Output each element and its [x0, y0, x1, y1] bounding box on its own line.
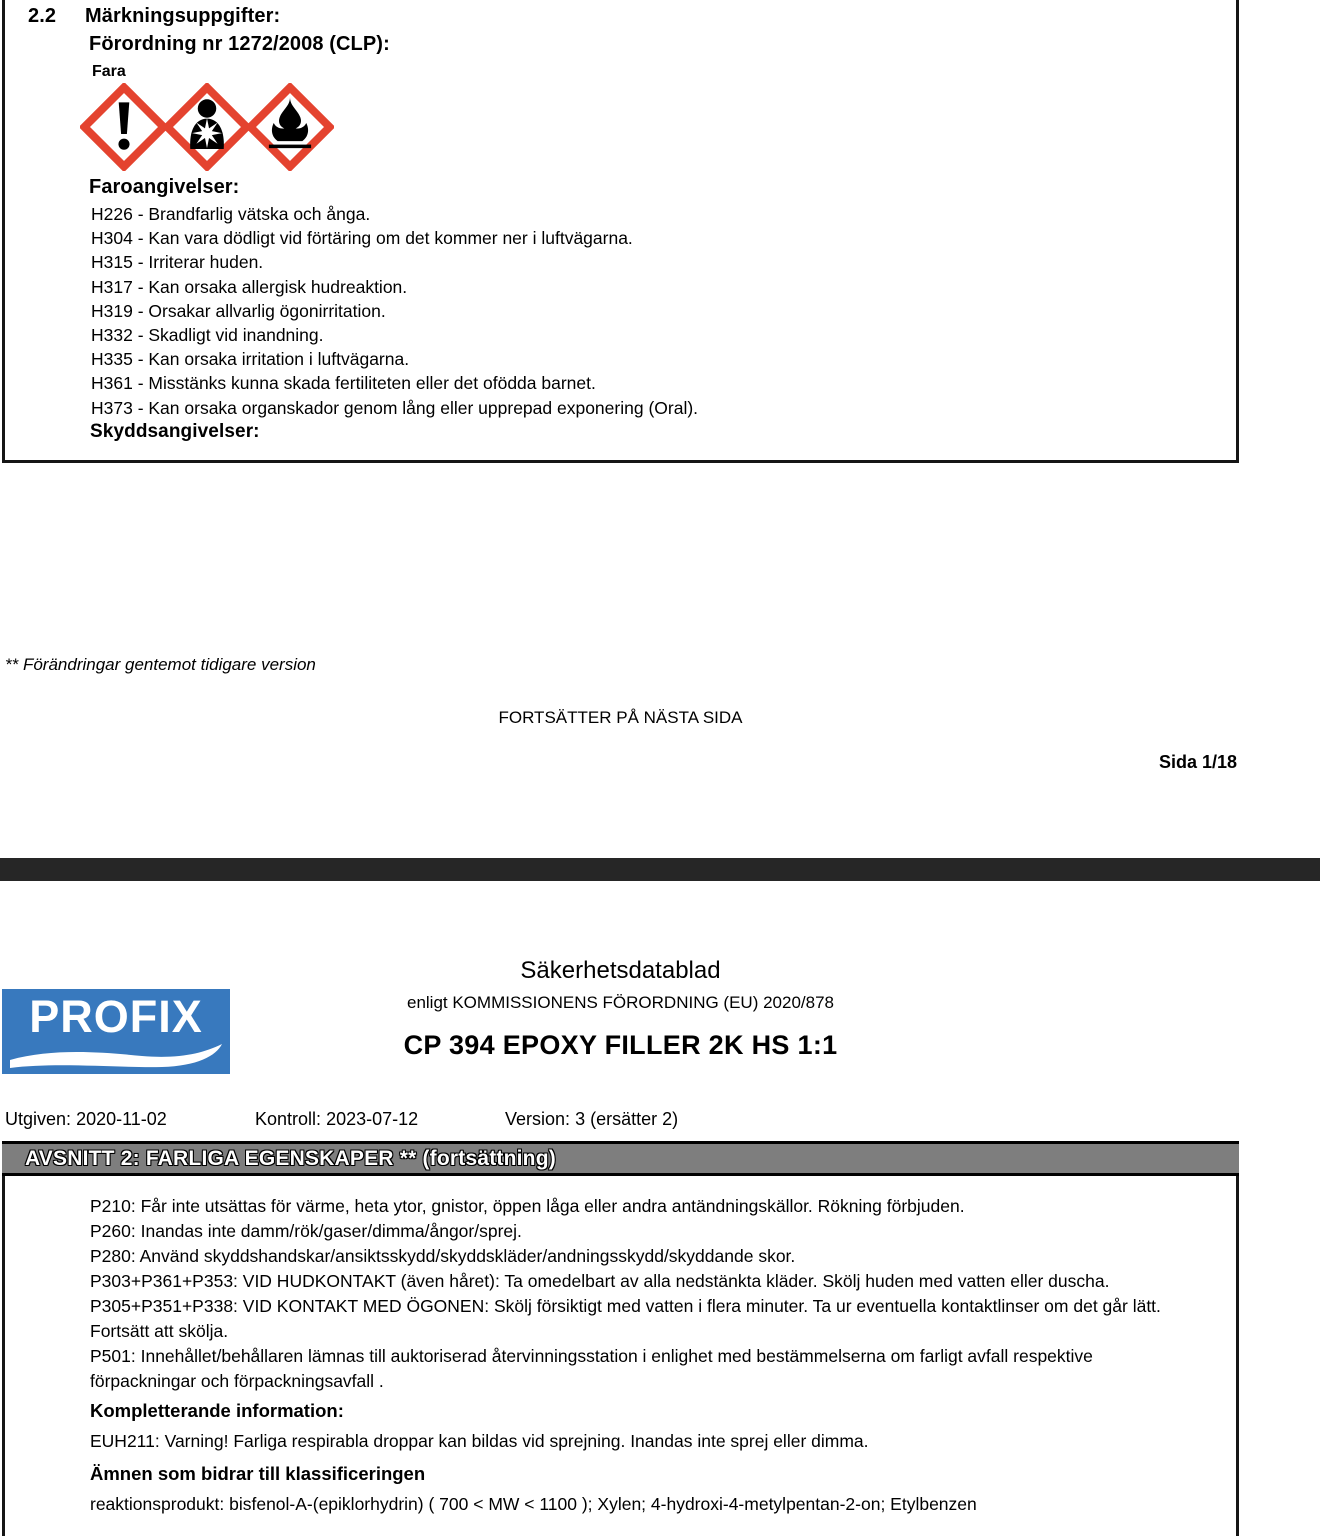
- hazard-statement: H373 - Kan orsaka organskador genom lång eller upprepad exponering (Oral).: [91, 397, 699, 418]
- profix-logo: [2, 989, 230, 1074]
- document-meta-row: [5, 1109, 1235, 1131]
- section-2-2-heading: [28, 5, 280, 28]
- product-name: CP 394 EPOXY FILLER 2K HS 1:1: [403, 1030, 838, 1060]
- page-indicator: Sida 1/18: [1158, 752, 1237, 772]
- precautionary-statement: P501: Innehållet/behållaren lämnas till auktoriserad återvinningsstation i enlighet med bestämmelserna om farligt avfall respektive förpackningar och förpackningsavfall .: [90, 1346, 1093, 1391]
- issued-date: Utgiven: 2020-11-02: [5, 1109, 167, 1129]
- precautionary-statement: P305+P351+P338: VID KONTAKT MED ÖGONEN: Skölj försiktigt med vatten i flera minuter. Ta ur eventuella kontaktlinser om det går lätt. Fortsätt att skölja.: [90, 1296, 1161, 1341]
- continuation-note: FORTSÄTTER PÅ NÄSTA SIDA: [498, 708, 743, 727]
- flame-pictogram-icon: [246, 83, 334, 171]
- profix-logo-swoosh-icon: [2, 1042, 230, 1072]
- changes-note: ** Förändringar gentemot tidigare version: [5, 655, 316, 674]
- precautionary-statement: P280: Använd skyddshandskar/ansiktsskydd/skyddskläder/andningsskydd/skyddande skor.: [90, 1246, 796, 1266]
- supplementary-information-heading: Kompletterande information:: [90, 1400, 344, 1421]
- document-subtitle: enligt KOMMISSIONENS FÖRORDNING (EU) 2020/878: [406, 993, 834, 1012]
- clp-regulation-heading: Förordning nr 1272/2008 (CLP):: [89, 33, 390, 55]
- hazard-statement: H304 - Kan vara dödligt vid förtäring om det kommer ner i luftvägarna.: [91, 228, 633, 249]
- signal-word: Fara: [92, 63, 126, 80]
- precautionary-statement: P210: Får inte utsättas för värme, heta ytor, gnistor, öppen låga eller andra antändningskällor. Rökning förbjuden.: [90, 1196, 965, 1216]
- hazard-statement: H335 - Kan orsaka irritation i luftvägarna.: [91, 349, 410, 370]
- exclamation-mark-pictogram-icon: [80, 83, 168, 171]
- control-date: Kontroll: 2023-07-12: [255, 1109, 419, 1129]
- hazard-statement: H332 - Skadligt vid inandning.: [91, 325, 324, 346]
- hazard-statement: H226 - Brandfarlig vätska och ånga.: [91, 204, 371, 224]
- contributing-substances: reaktionsprodukt: bisfenol-A-(epiklorhydrin) ( 700 < MW < 1100 ); Xylen; 4-hydroxi-4-metylpentan-2-on; Etylbenzen: [90, 1494, 977, 1514]
- section-title: Märkningsuppgifter:: [85, 5, 281, 27]
- hazard-statement: H361 - Misstänks kunna skada fertiliteten eller det ofödda barnet.: [91, 373, 596, 394]
- page-separator-bar: [0, 858, 1320, 881]
- section-2-content-box: [2, 1176, 1239, 1536]
- labelling-section-box: [2, 0, 1239, 463]
- hazard-statements-list: [91, 202, 1201, 420]
- hazard-statements-heading: Faroangivelser:: [89, 176, 240, 198]
- section-2-header-bar: AVSNITT 2: FARLIGA EGENSKAPER ** (fortsättning): [2, 1141, 1239, 1176]
- document-title: Säkerhetsdatablad: [520, 957, 721, 984]
- profix-logo-text: PROFIX: [29, 991, 203, 1042]
- contributing-substances-heading: Ämnen som bidrar till klassificeringen: [90, 1463, 426, 1484]
- hazard-statement: H315 - Irriterar huden.: [91, 252, 264, 273]
- hazard-statement: H317 - Kan orsaka allergisk hudreaktion.: [91, 276, 408, 297]
- section-number: 2.2: [28, 5, 57, 27]
- hazard-statement: H319 - Orsakar allvarlig ögonirritation.: [91, 300, 386, 321]
- euh-statement: EUH211: Varning! Farliga respirabla droppar kan bildas vid sprejning. Inandas inte sprej eller dimma.: [90, 1431, 869, 1451]
- precautionary-statement: P303+P361+P353: VID HUDKONTAKT (även håret): Ta omedelbart av alla nedstänkta kläder. Skölj huden med vatten eller duscha.: [90, 1271, 1110, 1291]
- version-info: Version: 3 (ersätter 2): [505, 1109, 679, 1129]
- health-hazard-pictogram-icon: [163, 83, 251, 171]
- precautionary-statements-heading: Skyddsangivelser:: [90, 421, 260, 442]
- precautionary-statement: P260: Inandas inte damm/rök/gaser/dimma/ångor/sprej.: [90, 1221, 522, 1241]
